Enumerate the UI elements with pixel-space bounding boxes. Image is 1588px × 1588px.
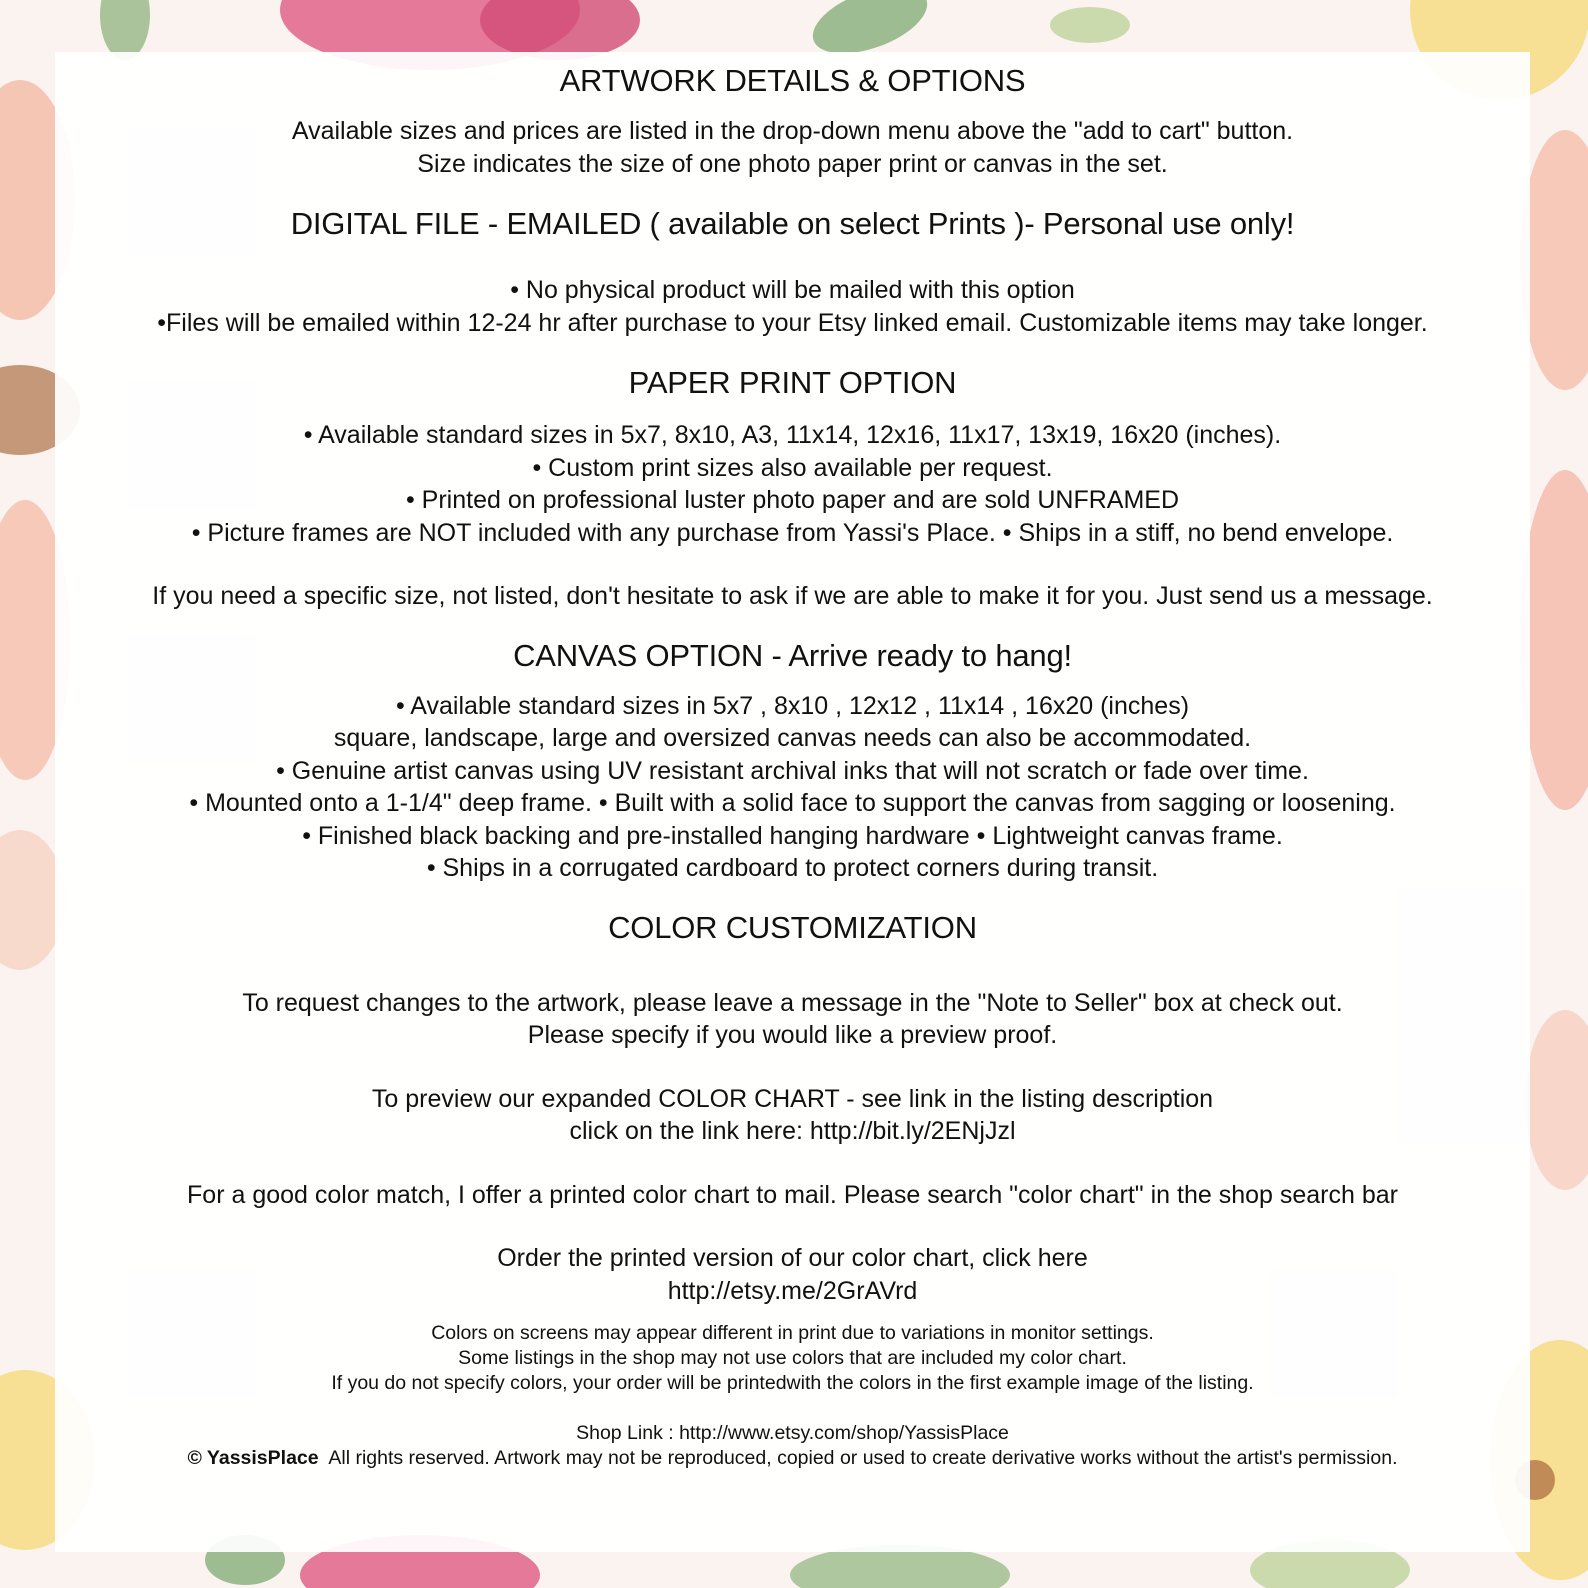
canvas-heading: CANVAS OPTION - Arrive ready to hang! xyxy=(513,637,1072,673)
paper-line: • Picture frames are NOT included with any purchase from Yassi's Place. • Ships in a stiff, no bend envelope. xyxy=(191,518,1394,547)
intro-line: Available sizes and prices are listed in the drop-down menu above the "add to cart" button. xyxy=(291,117,1294,145)
canvas-line: • Finished black backing and pre-installed hanging hardware • Lightweight canvas frame. xyxy=(302,821,1283,850)
paper-line: • Custom print sizes also available per request. xyxy=(532,453,1053,482)
digital-file-heading: DIGITAL FILE - EMAILED ( available on select Prints )- Personal use only! xyxy=(290,206,1295,241)
disclaimer-line: Some listings in the shop may not use colors that are included my color chart. xyxy=(458,1347,1127,1369)
order-line: Order the printed version of our color chart, click here xyxy=(497,1244,1088,1272)
color-match-text: For a good color match, I offer a printed color chart to mail. Please search "color chart" in the shop search bar xyxy=(187,1180,1398,1209)
intro-text xyxy=(55,115,1530,180)
paper-print-details xyxy=(55,419,1530,549)
disclaimer-line: If you do not specify colors, your order will be printedwith the colors in the first example image of the listing. xyxy=(331,1372,1254,1394)
canvas-line: • Mounted onto a 1-1/4" deep frame. • Built with a solid face to support the canvas from sagging or loosening. xyxy=(189,789,1396,817)
footer xyxy=(55,1421,1530,1471)
paper-line: • Printed on professional luster photo paper and are sold UNFRAMED xyxy=(405,486,1180,514)
request-line: Please specify if you would like a preview proof. xyxy=(527,1021,1058,1049)
intro-line: Size indicates the size of one photo paper print or canvas in the set. xyxy=(417,149,1168,178)
custom-size-note: If you need a specific size, not listed, don't hesitate to ask if we are able to make it for you. Just send us a message. xyxy=(152,582,1433,610)
artwork-details-document xyxy=(55,52,1530,1471)
artwork-details-heading: ARTWORK DETAILS & OPTIONS xyxy=(559,63,1026,98)
digital-line: • No physical product will be mailed with this option xyxy=(510,276,1075,304)
color-chart-link[interactable]: click on the link here: http://bit.ly/2ENjJzl xyxy=(569,1117,1016,1145)
request-line: To request changes to the artwork, please leave a message in the "Note to Seller" box at check out. xyxy=(242,988,1343,1017)
canvas-line: square, landscape, large and oversized canvas needs can also be accommodated. xyxy=(333,724,1252,752)
digital-file-details xyxy=(55,274,1530,339)
shop-link[interactable]: Shop Link : http://www.etsy.com/shop/YassisPlace xyxy=(576,1422,1009,1444)
brand-name: © YassisPlace xyxy=(187,1447,319,1469)
color-customization-heading: COLOR CUSTOMIZATION xyxy=(608,909,977,945)
order-chart-text xyxy=(55,1242,1530,1307)
canvas-line: • Available standard sizes in 5x7 , 8x10 , 12x12 , 11x14 , 16x20 (inches) xyxy=(395,691,1190,720)
disclaimer-line: Colors on screens may appear different in print due to variations in monitor settings. xyxy=(431,1322,1154,1344)
copyright-line xyxy=(55,1446,1530,1471)
canvas-line: • Genuine artist canvas using UV resistant archival inks that will not scratch or fade over time. xyxy=(276,756,1309,785)
color-disclaimer xyxy=(55,1321,1530,1396)
canvas-line: • Ships in a corrugated cardboard to protect corners during transit. xyxy=(426,854,1159,882)
paper-line: • Available standard sizes in 5x7, 8x10, A3, 11x14, 12x16, 11x17, 13x19, 16x20 (inches). xyxy=(303,421,1282,449)
chart-line: To preview our expanded COLOR CHART - see link in the listing description xyxy=(371,1084,1214,1113)
paper-print-heading: PAPER PRINT OPTION xyxy=(628,365,957,400)
color-chart-text xyxy=(55,1083,1530,1148)
digital-line: •Files will be emailed within 12-24 hr after purchase to your Etsy linked email. Customizable items may take longer. xyxy=(157,308,1428,337)
order-chart-link[interactable]: http://etsy.me/2GrAVrd xyxy=(667,1276,918,1305)
color-request-text xyxy=(55,987,1530,1052)
rights-text: All rights reserved. Artwork may not be reproduced, copied or used to create derivative works without the artist's permission. xyxy=(318,1447,1398,1469)
canvas-details xyxy=(55,690,1530,885)
